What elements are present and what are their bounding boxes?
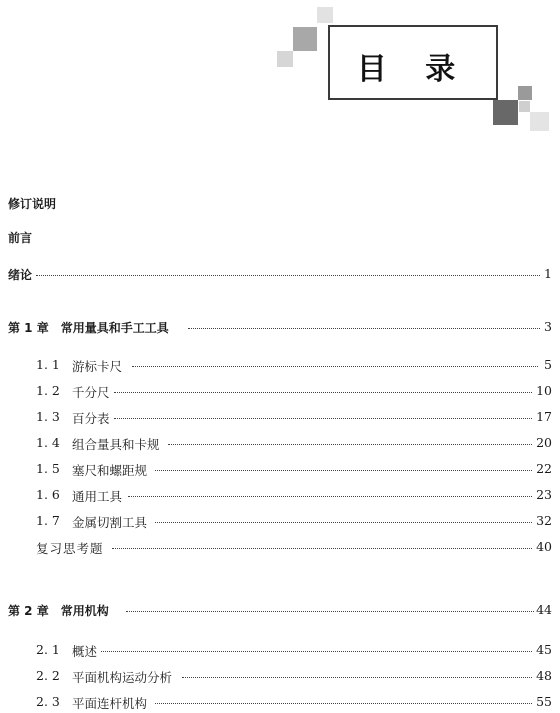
toc-chapter-2[interactable]: [0, 602, 560, 620]
toc-entry-label: 第 1 章 常用量具和手工工具: [8, 321, 169, 335]
toc-section-number: 2. 1: [36, 642, 60, 657]
toc-chapter-1[interactable]: [0, 319, 560, 337]
toc-section[interactable]: [0, 357, 560, 375]
decor-square: [317, 7, 333, 23]
leader-dots: [128, 496, 532, 497]
decor-square: [518, 86, 532, 100]
toc-entry-page: 45: [536, 642, 552, 657]
toc-section-number: 1. 6: [36, 487, 60, 502]
leader-dots: [132, 366, 538, 367]
leader-dots: [155, 470, 532, 471]
toc-section-label: 概述: [72, 644, 98, 659]
toc-section-number: 1. 4: [36, 435, 60, 450]
leader-dots: [155, 522, 532, 523]
leader-dots: [182, 677, 532, 678]
leader-dots: [126, 611, 534, 612]
toc-section-label: 组合量具和卡规: [72, 437, 160, 452]
toc-section-label: 平面机构运动分析: [72, 670, 173, 685]
toc-section[interactable]: [0, 409, 560, 427]
decor-square: [493, 100, 518, 125]
toc-entry-page: 22: [536, 461, 552, 476]
toc-section[interactable]: [0, 487, 560, 505]
decor-square: [277, 51, 293, 67]
leader-dots: [168, 444, 532, 445]
leader-dots: [188, 328, 540, 329]
toc-entry-page: 48: [536, 668, 552, 683]
toc-section-number: 1. 2: [36, 383, 60, 398]
title-frame: [328, 25, 498, 100]
toc-entry-page: 23: [536, 487, 552, 502]
toc-section-label: 游标卡尺: [72, 359, 123, 374]
toc-entry-page: 17: [536, 409, 552, 424]
toc-entry-label: 绪论: [8, 268, 33, 282]
toc-entry-page: 5: [544, 357, 552, 372]
toc-entry-page: 3: [544, 319, 552, 334]
toc-section-label: 金属切割工具: [72, 515, 148, 530]
toc-section[interactable]: [0, 642, 560, 660]
toc-entry-intro[interactable]: [0, 266, 560, 284]
decor-square: [519, 101, 530, 112]
leader-dots: [155, 703, 532, 704]
toc-entry-page: 10: [536, 383, 552, 398]
toc-section-number: 1. 7: [36, 513, 60, 528]
toc-section-label: 平面连杆机构: [72, 696, 148, 711]
toc-section-number: 1. 5: [36, 461, 60, 476]
toc-section-label: 塞尺和螺距规: [72, 463, 148, 478]
toc-entry-page: 1: [544, 266, 552, 281]
toc-review[interactable]: [0, 539, 560, 557]
toc-section-number: 2. 3: [36, 694, 60, 709]
toc-section[interactable]: [0, 435, 560, 453]
decor-square: [293, 27, 317, 51]
toc-section[interactable]: [0, 383, 560, 401]
toc-entry-label: 第 2 章 常用机构: [8, 604, 109, 618]
toc-entry-page: 40: [536, 539, 552, 554]
toc-entry-page: 20: [536, 435, 552, 450]
toc-section[interactable]: [0, 668, 560, 686]
leader-dots: [114, 392, 532, 393]
toc-preface-revision[interactable]: 修订说明: [8, 197, 57, 211]
toc-entry-page: 44: [536, 602, 552, 617]
leader-dots: [112, 548, 532, 549]
leader-dots: [101, 651, 532, 652]
toc-section-number: 1. 1: [36, 357, 60, 372]
toc-entry-page: 55: [536, 694, 552, 709]
toc-section-label: 通用工具: [72, 489, 123, 504]
toc-section-label: 千分尺: [72, 385, 110, 400]
toc-preface-foreword[interactable]: 前言: [8, 231, 33, 245]
toc-section-label: 百分表: [72, 411, 110, 426]
toc-section[interactable]: [0, 694, 560, 712]
decor-square: [530, 112, 549, 131]
toc-section-number: 2. 2: [36, 668, 60, 683]
leader-dots: [36, 275, 540, 276]
toc-entry-page: 32: [536, 513, 552, 528]
toc-section[interactable]: [0, 461, 560, 479]
leader-dots: [114, 418, 532, 419]
toc-section-label: 复习思考题: [36, 541, 104, 556]
toc-section-number: 1. 3: [36, 409, 60, 424]
page-title: 目 录: [356, 52, 470, 87]
toc-section[interactable]: [0, 513, 560, 531]
